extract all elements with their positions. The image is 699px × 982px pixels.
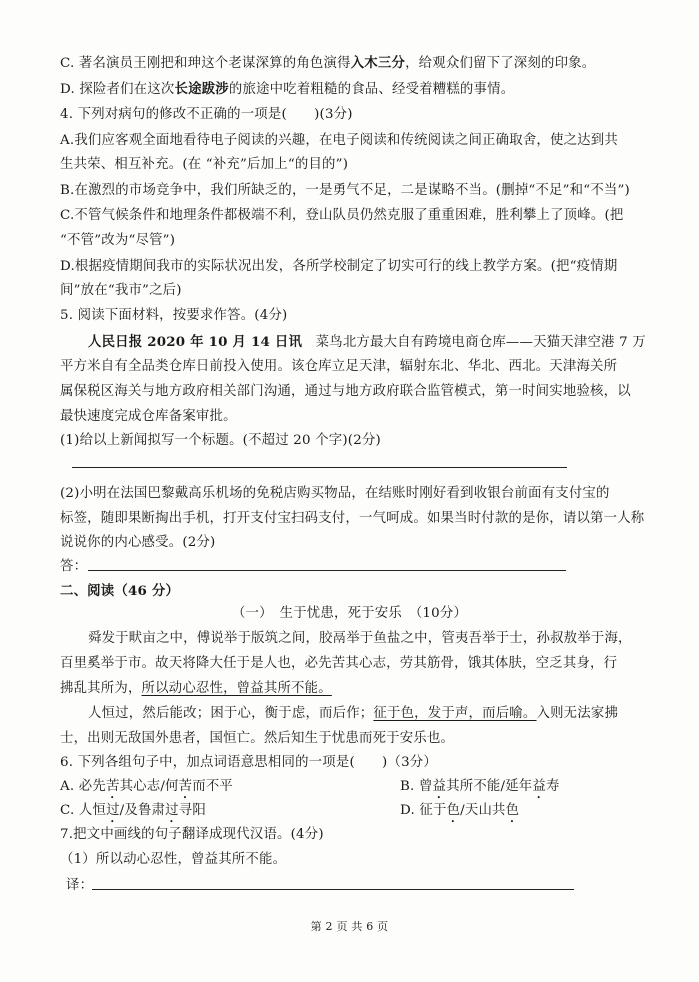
q4-option-d-cont: 间”放在“我市”之后) [60,283,182,298]
q4-option-d: D.根据疫情期间我市的实际状况出发，各所学校制定了切实可行的线上教学方案。(把“疫情期 [60,259,618,274]
q4-option-a-cont: 生共荣、相互补充。(在 “补充”后加上“的目的”) [60,157,349,172]
q6-option-b: B. 曾益其所不能/延年益寿 [400,779,560,794]
option-c-line: C. 著名演员王刚把和珅这个老谋深算的角色演得入木三分，给观众们留下了深刻的印象。 [60,55,596,71]
option-d-line: D. 探险者们在这次长途跋涉的旅途中吃着粗糙的食品、经受着糟糕的事情。 [60,81,515,97]
q4-option-c-cont: “不管”改为“尽管”) [60,233,176,248]
q5-sub-2: (2)小明在法国巴黎戴高乐机场的免税店购买物品，在结账时刚好看到收银台前面有支付宝的 [60,486,610,501]
q7-sub-1: （1）所以动心忍性，曾益其所不能。 [60,852,287,867]
q5-sub-1: (1)给以上新闻拟写一个标题。(不超过 20 个字)(2分) [60,433,381,448]
passage-line-5: 士，出则无敌国外患者，国恒亡。然后知生于忧患而死于安乐也。 [60,731,455,746]
q4-option-b: B.在激烈的市场竞争中，我们所缺乏的，一是勇气不足，二是谋略不当。(删掉“不足”和“不当”) [60,183,630,198]
page-footer: 第 2 页 共 6 页 [310,920,389,933]
q6-option-d: D. 征于色/天山共色 [400,803,520,818]
news-line-4: 最快速度完成仓库备案审批。 [60,409,237,424]
answer-label: 答： [60,559,88,574]
question-6: 6. 下列各组句子中，加点词语意思相同的一项是( )（3分） [60,755,437,770]
news-line-1: 人民日报 2020 年 10 月 14 日讯 菜鸟北方最大自有跨境电商仓库——天猫天津空港 7 万 [88,334,646,350]
question-7: 7.把文中画线的句子翻译成现代汉语。(4分) [60,827,324,842]
q6-options-ab [60,776,669,802]
q6-option-a: A. 必先苦其心志/何苦而不平 [60,779,234,794]
question-4: 4. 下列对病句的修改不正确的一项是( )(3分) [60,107,353,122]
q6-options-cd [60,800,669,826]
news-line-3: 属保税区海关与地方政府相关部门沟通，通过与地方政府联合监管模式，第一时间实地验核，以 [60,384,631,399]
q5-sub-2-cont2: 说说你的内心感受。(2分) [60,535,216,550]
underlined-sentence-2: 征于色，发于声，而后喻。 [373,706,537,721]
q4-option-a: A.我们应客观全面地看待电子阅读的兴趣，在电子阅读和传统阅读之间正确取舍，使之达到共 [60,133,618,148]
passage-line-1: 舜发于畎亩之中，傅说举于版筑之间，胶鬲举于鱼盐之中，管夷吾举于士，孙叔敖举于海， [88,631,632,646]
passage-line-4: 人恒过，然后能改；困于心，衡于虑，而后作；征于色，发于声，而后喻。入则无法家拂 [88,706,619,721]
passage-title: （一） 生于忧患，死于安乐 （10分） [231,606,468,621]
q4-option-c: C.不管气候条件和地理条件都极端不利，登山队员仍然克服了重重困难，胜利攀上了顶峰。(把 [60,208,624,223]
passage-line-3: 拂乱其所为，所以动心忍性，曾益其所不能。 [60,681,332,696]
news-line-2: 平方米自有全品类仓库日前投入使用。该仓库立足天津，辐射东北、华北、西北。天津海关所 [60,359,618,374]
q6-option-c: C. 人恒过/及鲁肃过寻阳 [60,803,206,818]
question-5: 5. 阅读下面材料，按要求作答。(4分) [60,308,288,323]
section-2-heading: 二、阅读（46 分） [60,583,180,599]
answer-blank-2[interactable] [88,570,566,571]
translation-blank[interactable] [92,889,574,890]
underlined-sentence-1: 所以动心忍性，曾益其所不能。 [141,681,332,696]
answer-blank-1[interactable] [72,467,567,468]
translate-label: 译： [66,878,94,893]
passage-line-2: 百里奚举于市。故天将降大任于是人也，必先苦其心志，劳其筋骨，饿其体肤，空乏其身，行 [60,656,618,671]
q5-sub-2-cont: 标签，随即果断掏出手机，打开支付宝扫码支付，一气呵成。如果当时付款的是你，请以第一人称 [60,511,645,526]
